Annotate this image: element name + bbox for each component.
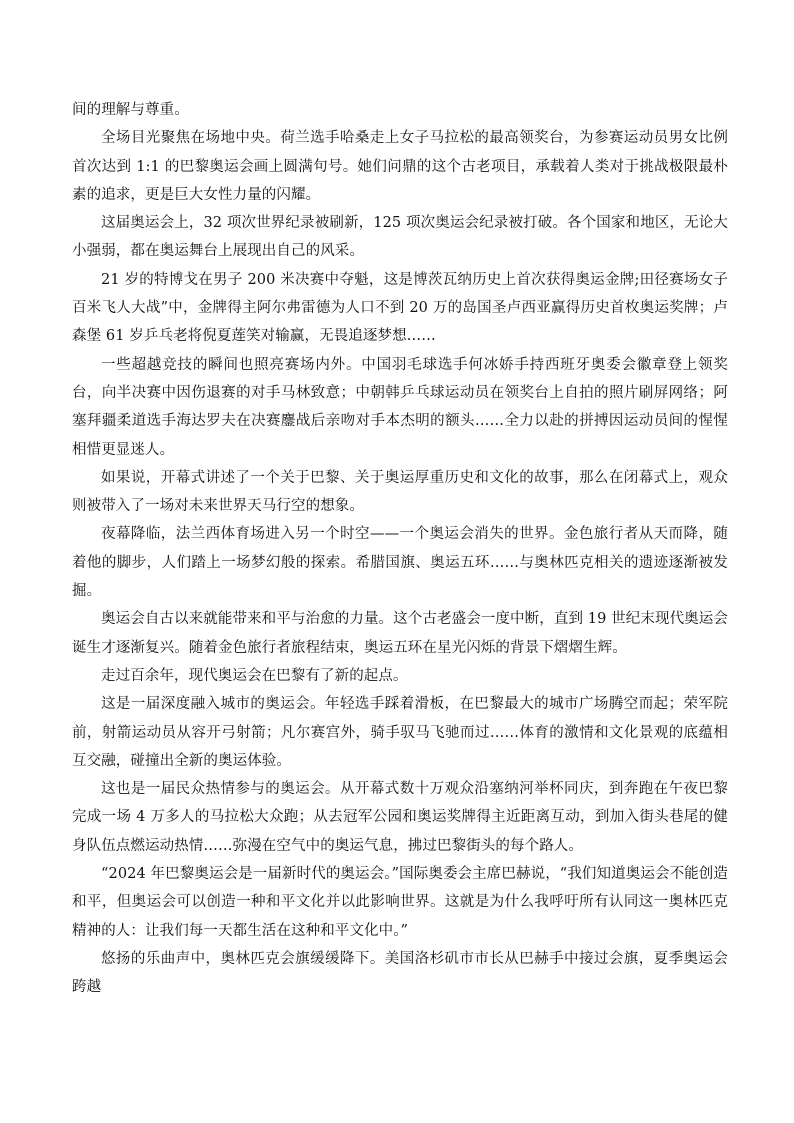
paragraph: 全场目光聚焦在场地中央。荷兰选手哈桑走上女子马拉松的最高领奖台，为参赛运动员男女比例首次达到 1:1 的巴黎奥运会画上圆满句号。她们问鼎的这个古老项目，承载着人类对于挑战极限最朴素的追求，更是巨大女性力量的闪耀。 xyxy=(72,130,728,203)
paragraph: 这是一届深度融入城市的奥运会。年轻选手踩着滑板，在巴黎最大的城市广场腾空而起；荣军院前，射箭运动员从容开弓射箭；凡尔赛宫外，骑手驭马飞驰而过……体育的激情和文化景观的底蕴相互交融，碰撞出全新的奥运体验。 xyxy=(72,696,728,769)
paragraph: 悠扬的乐曲声中，奥林匹克会旗缓缓降下。美国洛杉矶市市长从巴赫手中接过会旗，夏季奥运会跨越 xyxy=(72,950,728,996)
paragraph-quote: “2024 年巴黎奥运会是一届新时代的奥运会。”国际奥委会主席巴赫说，“我们知道奥运会不能创造和平，但奥运会可以创造一种和平文化并以此影响世界。这就是为什么我呼吁所有认同这一奥林匹克精神的人：让我们每一天都生活在这种和平文化中。” xyxy=(72,866,728,939)
paragraph: 21 岁的特博戈在男子 200 米决赛中夺魁，这是博茨瓦纳历史上首次获得奥运金牌;田径赛场女子百米飞人大战”中，金牌得主阿尔弗雷德为人口不到 20 万的岛国圣卢西亚赢得历史首枚奥运奖牌；卢森堡 61 岁乒乓老将倪夏莲笑对输赢，无畏追逐梦想…… xyxy=(72,271,728,345)
paragraph: 如果说，开幕式讲述了一个关于巴黎、关于奥运厚重历史和文化的故事，那么在闭幕式上，观众则被带入了一场对未来世界天马行空的想象。 xyxy=(72,469,728,515)
paragraph: 走过百余年，现代奥运会在巴黎有了新的起点。 xyxy=(101,667,408,684)
paragraph: 这届奥运会上，32 项次世界纪录被刷新，125 项次奥运会纪录被打破。各个国家和地区，无论大小强弱，都在奥运舞台上展现出自己的风采。 xyxy=(72,215,728,260)
paragraph: 这也是一届民众热情参与的奥运会。从开幕式数十万观众沿塞纳河举杯同庆，到奔跑在午夜巴黎完成一场 4 万多人的马拉松大众跑；从去冠军公园和奥运奖牌得主近距离互动，到加入街头巷尾的健身队伍点燃运动热情……弥漫在空气中的奥运气息，拂过巴黎街头的每个路人。 xyxy=(72,781,728,854)
paragraph: 奥运会自古以来就能带来和平与治愈的力量。这个古老盛会一度中断，直到 19 世纪末现代奥运会诞生才逐渐复兴。随着金色旅行者旅程结束，奥运五环在星光闪烁的背景下熠熠生辉。 xyxy=(72,611,728,656)
article-body xyxy=(72,96,728,1002)
paragraph: 一些超越竞技的瞬间也照亮赛场内外。中国羽毛球选手何冰娇手持西班牙奥委会徽章登上领奖台，向半决赛中因伤退赛的对手马林致意；中朝韩乒乓球运动员在领奖台上自拍的照片刷屏网络；阿塞拜疆柔道选手海达罗夫在决赛鏖战后亲吻对手本杰明的额头……全力以赴的拼搏因运动员间的惺惺相惜更显迷人。 xyxy=(72,356,728,458)
paragraph-continuation: 间的理解与尊重。 xyxy=(72,102,189,118)
paragraph: 夜幕降临，法兰西体育场进入另一个时空——一个奥运会消失的世界。金色旅行者从天而降，随着他的脚步，人们踏上一场梦幻般的探索。希腊国旗、奥运五环……与奥林匹克相关的遗迹逐渐被发掘。 xyxy=(72,526,728,600)
